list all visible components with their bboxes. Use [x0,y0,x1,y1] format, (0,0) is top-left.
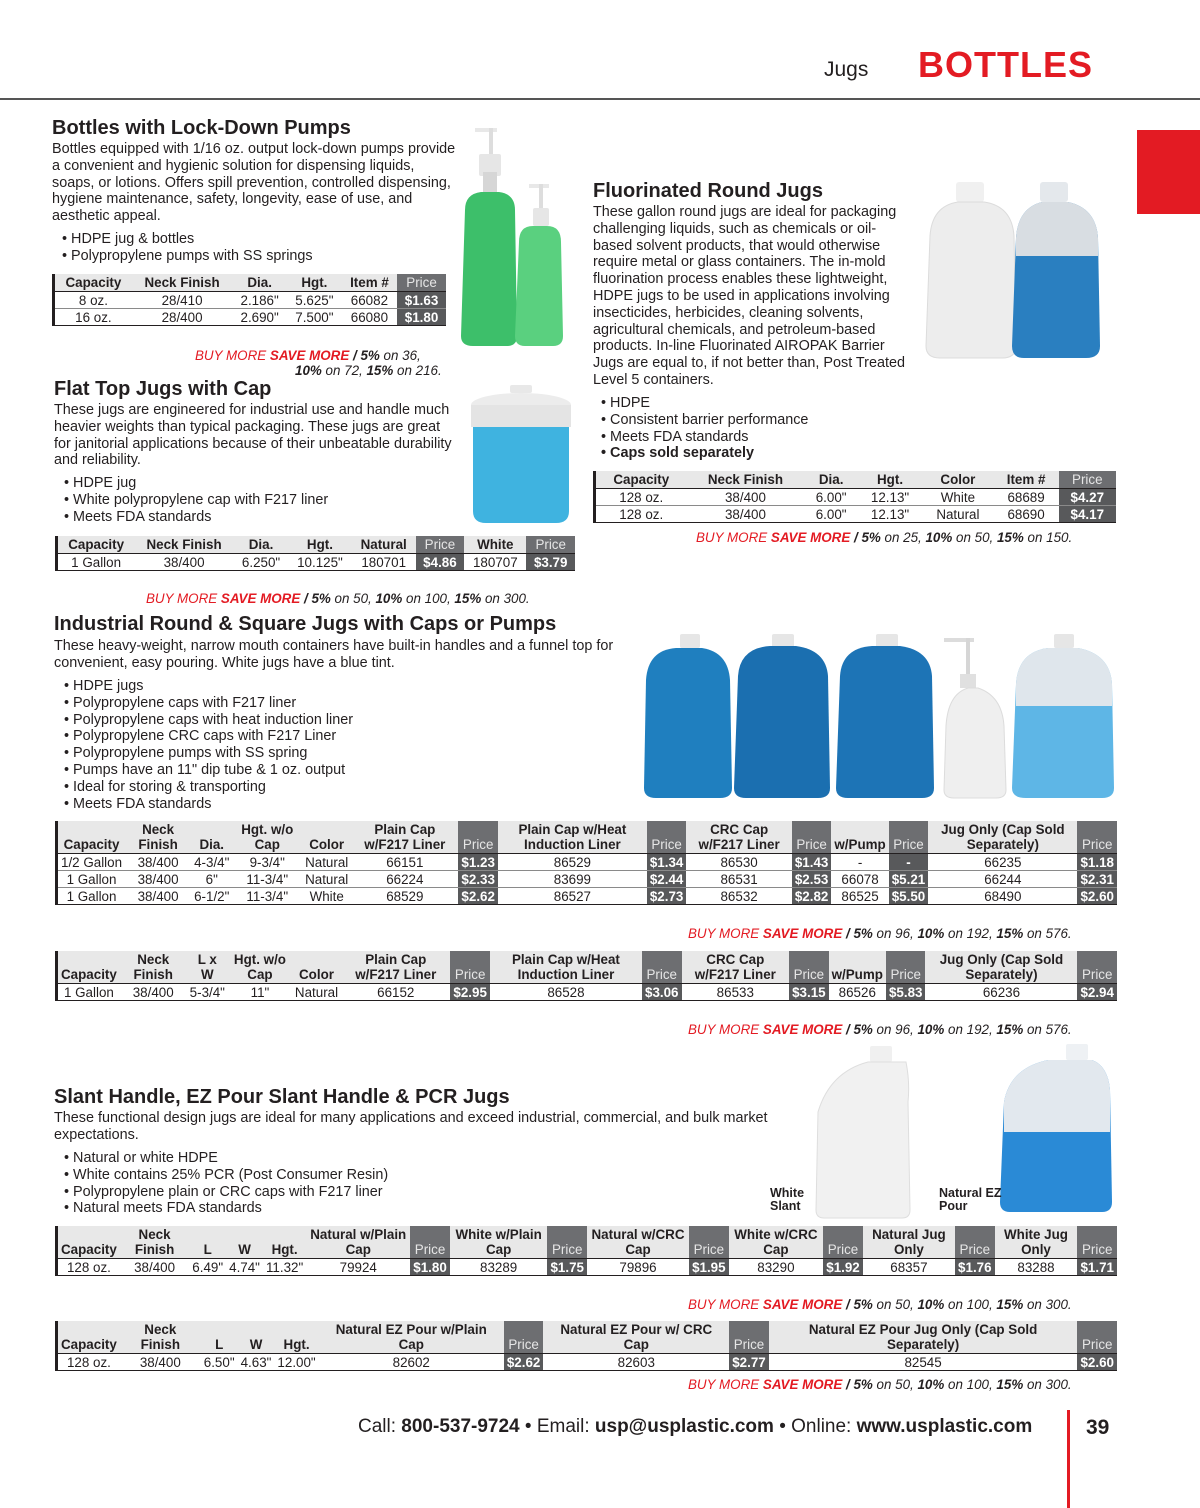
table-cell: 128 oz. [57,1354,120,1371]
table-cell: 38/400 [686,489,804,506]
section-label: Jugs [824,58,869,81]
table-cell: 86530 [686,854,791,871]
table-cell: 128 oz. [57,1259,120,1276]
table-cell: Natural [302,854,351,871]
lockdown-bullets [62,231,313,265]
list-item: • Polypropylene caps with heat induction liner [64,712,353,729]
table-cell: White [922,489,993,506]
website-link[interactable]: www.usplastic.com [856,1416,1033,1437]
list-item: • Polypropylene plain or CRC caps with F217 liner [64,1184,388,1201]
industrial-description: These heavy-weight, narrow mouth containers have built-in handles and a funnel top for convenient, easy pouring. White jugs have a blue tint. [54,638,614,671]
col-header: Capacity [595,471,687,489]
list-item: • Meets FDA standards [601,429,808,446]
lockdown-description: Bottles equipped with 1/16 oz. output lock-down pumps provide a convenient and hygienic solution for dispensing liquids, soaps, or lotions. Offers spill prevention, controlled dispensing, hygiene maintenance, safety, longevity, ease of use, and aesthetic appeal. [52,141,456,225]
table-cell: 38/400 [120,1259,189,1276]
col-header: Dia. [232,274,287,292]
table-cell: 11-3/4" [232,871,302,888]
table-cell: 82602 [319,1354,504,1371]
col-header: Price [1077,1226,1117,1259]
col-header: Hgt. w/o Cap [228,951,292,984]
col-header: Neck Finish [120,1321,201,1354]
col-header: Dia. [234,536,288,554]
table-cell: 1/2 Gallon [57,854,126,871]
col-header: W [226,1226,263,1259]
list-item: • Polypropylene caps with F217 liner [64,695,353,712]
price-cell: $1.18 [1077,854,1117,871]
col-header: Price [789,951,829,984]
col-header: L [201,1321,238,1354]
col-header: Hgt. w/o Cap [232,821,302,854]
table-cell: 1 Gallon [57,871,126,888]
table-cell: 66244 [928,871,1077,888]
table-cell: 5.625" [287,292,342,309]
table-cell: 86526 [829,984,886,1001]
price-cell: $1.95 [689,1259,729,1276]
price-cell: $2.60 [1077,888,1117,905]
col-header: Dia. [804,471,858,489]
table-cell: 6.250" [234,554,288,571]
table-cell: 68490 [928,888,1077,905]
table-cell: 38/400 [686,506,804,523]
price-cell: $2.33 [458,871,498,888]
table-cell: 11" [228,984,292,1001]
table-cell: 4.63" [238,1354,275,1371]
list-item: • Polypropylene CRC caps with F217 Liner [64,728,353,745]
col-header: Price [689,1226,729,1259]
industrial-title: Industrial Round & Square Jugs with Caps or Pumps [54,613,557,635]
price-cell: $5.83 [886,984,926,1001]
table-cell: 66151 [351,854,458,871]
table-cell: 68689 [994,489,1059,506]
list-item: • Polypropylene pumps with SS spring [64,745,353,762]
price-cell: $1.23 [458,854,498,871]
table-cell: 7.500" [287,309,342,326]
price-cell: $4.27 [1059,489,1116,506]
col-header: CRC Cap w/F217 Liner [686,821,791,854]
col-header: Plain Cap w/F217 Liner [351,821,458,854]
col-header: Price [1077,1321,1117,1354]
industrial-table-square [55,951,1117,1001]
price-cell: - [889,854,929,871]
table-row [57,984,1118,1001]
price-cell: $1.80 [410,1259,450,1276]
table-cell: 66082 [342,292,397,309]
table-cell: 38/400 [120,984,187,1001]
price-cell: $4.86 [416,554,465,571]
table-cell: 6-1/2" [191,888,232,905]
table-cell: 66224 [351,871,458,888]
table-cell: 1 Gallon [57,888,126,905]
table-cell: 4-3/4" [191,854,232,871]
col-header: Natural Jug Only [863,1226,955,1259]
col-header: Natural w/Plain Cap [306,1226,410,1259]
table-cell: 83699 [498,871,647,888]
col-header: Price [1077,821,1117,854]
table-cell: 180701 [352,554,416,571]
col-header: Plain Cap w/Heat Induction Liner [498,821,647,854]
col-header: Neck Finish [132,274,232,292]
table-cell: 11-3/4" [232,888,302,905]
table-cell: 66080 [342,309,397,326]
list-item: • Meets FDA standards [64,509,328,526]
col-header: CRC Cap w/F217 Liner [682,951,790,984]
natural-ez-pour-caption: Natural EZ Pour [939,1186,1002,1213]
flattop-jug-image [468,383,583,528]
col-header: White w/Plain Cap [450,1226,548,1259]
col-header: Natural w/CRC Cap [587,1226,689,1259]
table-cell: 28/400 [132,309,232,326]
price-cell: $1.34 [647,854,687,871]
table-cell: 5-3/4" [187,984,228,1001]
table-cell: 128 oz. [595,489,687,506]
col-header: w/Pump [829,951,886,984]
price-cell: $2.53 [792,871,832,888]
col-header: Hgt. [263,1226,306,1259]
col-header: Hgt. [288,536,351,554]
col-header: Price [886,951,926,984]
table-cell: 6.49" [189,1259,226,1276]
slant-table-2 [55,1321,1117,1371]
page-title: BOTTLES [918,44,1093,85]
fluorinated-title: Fluorinated Round Jugs [593,180,823,202]
list-item: • Consistent barrier performance [601,412,808,429]
col-header: Capacity [57,1226,120,1259]
list-item: • Ideal for storing & transporting [64,779,353,796]
col-header: Dia. [191,821,232,854]
slant-bullets [64,1150,388,1217]
list-item: • Natural meets FDA standards [64,1200,388,1217]
table-cell: 66078 [831,871,888,888]
col-header: W [238,1321,275,1354]
table-cell: 86525 [831,888,888,905]
table-cell: 128 oz. [595,506,687,523]
table-cell: 86527 [498,888,647,905]
page-divider [1067,1410,1070,1508]
col-header: Hgt. [287,274,342,292]
flattop-discount: BUY MORE SAVE MORE / 5% on 50, 10% on 100, 15% on 300. [146,591,530,606]
online-label: • Online: [773,1416,857,1437]
table-cell: 1 Gallon [57,554,135,571]
table-cell: 83290 [729,1259,824,1276]
col-header: Price [647,821,687,854]
price-cell: $2.62 [458,888,498,905]
col-header: White [464,536,526,554]
table-cell: 83289 [450,1259,548,1276]
table-cell: 16 oz. [54,309,132,326]
lockdown-table [52,274,446,326]
col-header: Price [823,1226,863,1259]
col-header: L [189,1226,226,1259]
footer-contact [358,1416,1032,1438]
table-cell: 6.00" [804,489,858,506]
table-cell: White [302,888,351,905]
col-header: Price [504,1321,544,1354]
col-header: Price [729,1321,769,1354]
slant-discount-2: BUY MORE SAVE MORE / 5% on 50, 10% on 100, 15% on 300. [688,1377,1072,1392]
table-cell: Natural [292,984,341,1001]
price-cell: $2.94 [1077,984,1117,1001]
table-cell: 1 Gallon [57,984,120,1001]
white-slant-caption: White Slant [770,1186,805,1213]
table-row [595,506,1117,523]
table-cell: 180707 [464,554,526,571]
table-cell: 66236 [925,984,1077,1001]
col-header: Price [450,951,490,984]
fluorinated-discount: BUY MORE SAVE MORE / 5% on 25, 10% on 50, 15% on 150. [696,530,1073,545]
price-cell: $1.75 [547,1259,587,1276]
table-cell: 6.50" [201,1354,238,1371]
price-cell: $1.43 [792,854,832,871]
table-cell: 66235 [928,854,1077,871]
table-cell: 28/410 [132,292,232,309]
table-cell: 86531 [686,871,791,888]
list-item: • White contains 25% PCR (Post Consumer Resin) [64,1167,388,1184]
price-cell: $2.82 [792,888,832,905]
list-item: • White polypropylene cap with F217 liner [64,492,328,509]
lockdown-discount: BUY MORE SAVE MORE / 5% on 36, [195,348,421,363]
price-cell: $5.21 [889,871,929,888]
table-cell: 12.13" [858,489,922,506]
table-cell: 11.32" [263,1259,306,1276]
table-row [57,1259,1118,1276]
col-header: Capacity [57,821,126,854]
flattop-bullets [64,475,328,525]
col-header: Natural EZ Pour w/Plain Cap [319,1321,504,1354]
table-row [54,309,447,326]
price-cell: $2.62 [504,1354,544,1371]
email-link[interactable]: usp@usplastic.com [594,1416,774,1437]
col-header: Price [547,1226,587,1259]
table-cell: 66152 [341,984,450,1001]
price-cell: $2.31 [1077,871,1117,888]
list-item: • Caps sold separately [601,445,808,462]
table-cell: 38/400 [134,554,234,571]
col-header: Price [889,821,929,854]
col-header: Item # [994,471,1059,489]
price-cell: $3.15 [789,984,829,1001]
price-cell: $2.73 [647,888,687,905]
table-cell: 2.186" [232,292,287,309]
table-cell: 86529 [498,854,647,871]
col-header: Price [1077,951,1117,984]
table-row [57,554,576,571]
table-cell: 8 oz. [54,292,132,309]
fluorinated-bullets [601,395,808,462]
table-cell: - [831,854,888,871]
col-header: Hgt. [858,471,922,489]
col-header: Neck Finish [686,471,804,489]
col-header: Price [526,536,575,554]
lockdown-discount-2: 10% on 72, 15% on 216. [295,363,442,378]
flattop-description: These jugs are engineered for industrial use and handle much heavier weights than typical packaging. These jugs are great for janitorial applications because of their unbeatable durability and reliability. [54,402,452,469]
price-cell: $2.95 [450,984,490,1001]
table-cell: 10.125" [288,554,351,571]
table-row [57,854,1118,871]
table-row [57,888,1118,905]
col-header: Neck Finish [125,821,191,854]
table-cell: 12.13" [858,506,922,523]
table-cell: 86533 [682,984,790,1001]
table-cell: 38/400 [120,1354,201,1371]
table-cell: 12.00" [274,1354,318,1371]
col-header: Price [1059,471,1116,489]
slant-discount-1: BUY MORE SAVE MORE / 5% on 50, 10% on 100, 15% on 300. [688,1297,1072,1312]
table-cell: 86532 [686,888,791,905]
col-header: Item # [342,274,397,292]
table-cell: 79924 [306,1259,410,1276]
col-header: Natural [352,536,416,554]
table-cell: 4.74" [226,1259,263,1276]
industrial-discount-2: BUY MORE SAVE MORE / 5% on 96, 10% on 192, 15% on 576. [688,1022,1072,1037]
price-cell: $2.60 [1077,1354,1117,1371]
list-item: • HDPE jug & bottles [62,231,313,248]
list-item: • Pumps have an 11" dip tube & 1 oz. output [64,762,353,779]
col-header: Price [792,821,832,854]
price-cell: $3.79 [526,554,575,571]
price-cell: $1.92 [823,1259,863,1276]
list-item: • Natural or white HDPE [64,1150,388,1167]
col-header: Neck Finish [120,1226,189,1259]
industrial-jugs-image [640,630,1120,802]
table-row [57,1354,1118,1371]
col-header: Capacity [57,536,135,554]
table-cell: 68690 [994,506,1059,523]
flattop-title: Flat Top Jugs with Cap [54,378,272,400]
col-header: Natural EZ Pour Jug Only (Cap Sold Separately) [769,1321,1078,1354]
price-cell: $4.17 [1059,506,1116,523]
fluorinated-jugs-image [918,176,1118,362]
fluorinated-desc-text: These gallon round jugs are ideal for packaging challenging liquids, such as chemicals or oil-based solvent products, that would otherwise require metal or glass containers. The in-mold fluorination process enables these lightweight, HDPE jugs to be used in applications involving insecticides, herbicides, cleaning solvents, agricultural chemicals, and petroleum-based products. In-line Fluorinated AIROPAK Barrier Jugs are equal to, if not better than, Post Treated Level 5 containers. [593,204,905,388]
price-cell: $1.76 [955,1259,995,1276]
col-header: Plain Cap w/Heat Induction Liner [490,951,642,984]
col-header: L x W [187,951,228,984]
lockdown-title: Bottles with Lock-Down Pumps [52,117,351,139]
table-cell: 68529 [351,888,458,905]
col-header: Jug Only (Cap Sold Separately) [928,821,1077,854]
price-cell: $1.63 [397,292,446,309]
flattop-table [55,536,575,571]
col-header: Capacity [57,1321,120,1354]
price-cell: $5.50 [889,888,929,905]
call-label: Call: [358,1416,402,1437]
col-header: Color [922,471,993,489]
slant-table-1 [55,1226,1117,1276]
col-header: Neck Finish [134,536,234,554]
table-row [57,871,1118,888]
price-cell: $1.80 [397,309,446,326]
table-cell: 2.690" [232,309,287,326]
col-header: Hgt. [274,1321,318,1354]
col-header: Price [416,536,465,554]
price-cell: $3.06 [642,984,682,1001]
list-item: • HDPE [601,395,808,412]
col-header: Price [955,1226,995,1259]
table-cell: 38/400 [125,871,191,888]
slant-description: These functional design jugs are ideal for many applications and exceed industrial, commercial, and bulk market expectations. [54,1110,768,1143]
col-header: Price [410,1226,450,1259]
col-header: Capacity [57,951,120,984]
col-header: Neck Finish [120,951,187,984]
price-cell: $1.71 [1077,1259,1117,1276]
email-label: • Email: [519,1416,595,1437]
col-header: Price [458,821,498,854]
section-tab [1137,130,1200,214]
col-header: w/Pump [831,821,888,854]
phone-link[interactable]: 800-537-9724 [401,1416,520,1437]
price-cell: $2.44 [647,871,687,888]
col-header: Price [642,951,682,984]
slant-title: Slant Handle, EZ Pour Slant Handle & PCR Jugs [54,1086,510,1108]
col-header: Natural EZ Pour w/ CRC Cap [543,1321,729,1354]
table-cell: 6.00" [804,506,858,523]
col-header: White Jug Only [995,1226,1078,1259]
table-cell: Natural [302,871,351,888]
industrial-table-round [55,821,1117,905]
table-cell: 83288 [995,1259,1078,1276]
table-cell: 9-3/4" [232,854,302,871]
header-rule [0,98,1200,100]
col-header: Capacity [54,274,132,292]
table-cell: 38/400 [125,888,191,905]
col-header: Price [397,274,446,292]
table-row [54,292,447,309]
table-cell: 79896 [587,1259,689,1276]
table-cell: 38/400 [125,854,191,871]
table-cell: 82545 [769,1354,1078,1371]
price-cell: $2.77 [729,1354,769,1371]
list-item: • HDPE jugs [64,678,353,695]
pump-bottles-image [455,122,575,350]
col-header: White w/CRC Cap [729,1226,824,1259]
table-row [595,489,1117,506]
industrial-discount-1: BUY MORE SAVE MORE / 5% on 96, 10% on 192, 15% on 576. [688,926,1072,941]
fluorinated-table [593,471,1116,523]
table-cell: 86528 [490,984,642,1001]
col-header: Jug Only (Cap Sold Separately) [925,951,1077,984]
list-item: • Polypropylene pumps with SS springs [62,248,313,265]
col-header: Plain Cap w/F217 Liner [341,951,450,984]
table-cell: 82603 [543,1354,729,1371]
table-cell: 6" [191,871,232,888]
col-header: Color [292,951,341,984]
table-cell: 68357 [863,1259,955,1276]
list-item: • HDPE jug [64,475,328,492]
table-cell: Natural [922,506,993,523]
col-header: Color [302,821,351,854]
list-item: • Meets FDA standards [64,796,353,813]
industrial-bullets [64,678,353,812]
page-number: 39 [1086,1416,1110,1439]
